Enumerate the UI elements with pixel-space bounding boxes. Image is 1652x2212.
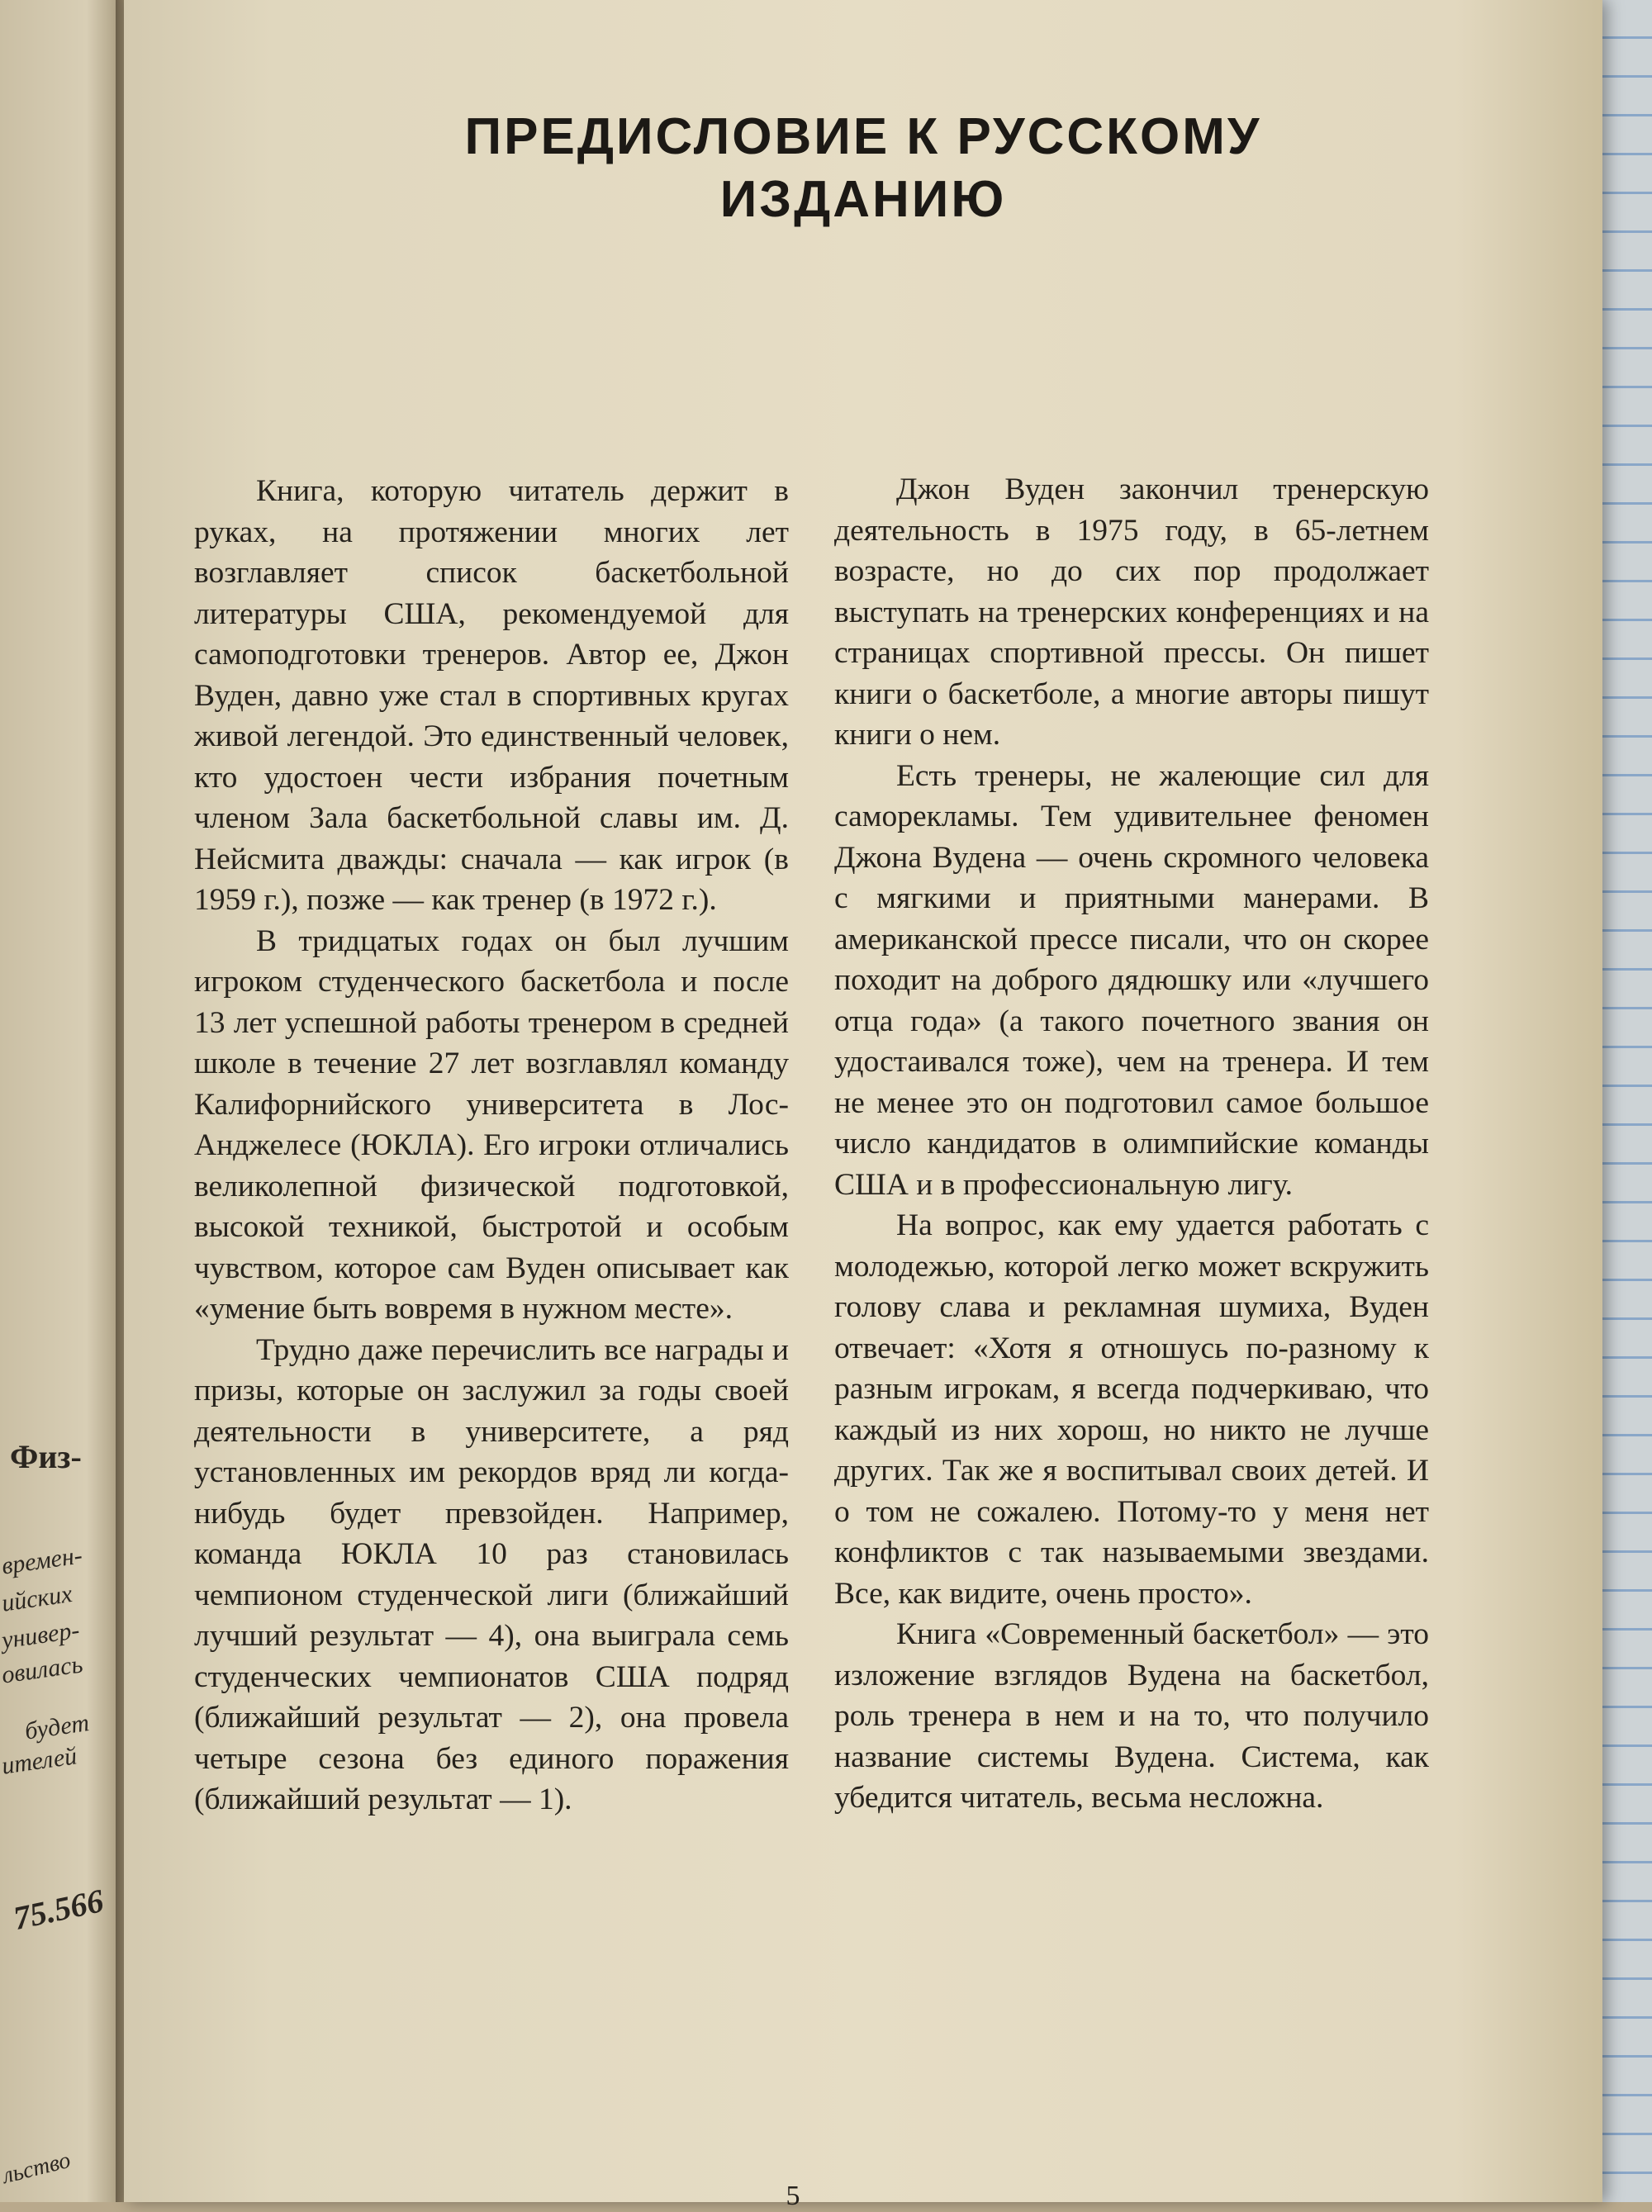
paragraph: Есть тренеры, не жалеющие сил для саморекламы. Тем удивительнее феномен Джона Вудена — очень скромного человека с мягкими и приятными манерами. В американской прессе писали, что он скорее походит на доброго дядюшку или «лучшего отца года» (а такого почетного звания он удостаивался тоже), чем на тренера. И тем не менее это он подготовил самое большое число кандидатов в олимпийские команды США и в профессиональную лигу. (834, 758, 1429, 1202)
text-column-left (194, 471, 789, 1820)
facing-page-fragment: универ- (0, 1616, 82, 1654)
paragraph: Книга «Современный баскетбол» — это изложение взглядов Вудена на баскетбол, роль тренера в нем и на то, что получило название системы Вудена. Система, как убедится читатель, весьма несложна. (834, 1617, 1429, 1815)
facing-page-fragment: ителей (0, 1742, 79, 1780)
paragraph: В тридцатых годах он был лучшим игроком студенческого баскетбола и после 13 лет успешной работы тренером в средней школе в течение 27 лет возглавлял команду Калифорнийского университета в Лос-Анджелесе (ЮКЛА). Его игроки отличались великолепной физической подготовкой, высокой техникой, быстротой и особым чувством, которое сам Вуден описывает как «умение быть вовремя в нужном месте». (194, 923, 789, 1326)
paragraph: Трудно даже перечислить все награды и призы, которые он заслужил за годы своей деятельности в университете, а ряд установленных им рекордов вряд ли когда-нибудь будет превзойден. Например, команда ЮКЛА 10 раз становилась чемпионом студенческой лиги (ближайший лучший результат — 4), она выиграла семь студенческих чемпионатов США подряд (ближайший результат — 2), она провела четыре сезона без единого поражения (ближайший результат — 1). (194, 1332, 789, 1816)
facing-page (0, 0, 124, 2202)
facing-page-fragment: ийских (0, 1580, 74, 1617)
facing-page-fragment: времен- (0, 1541, 84, 1580)
facing-page-fragment: будет (23, 1709, 91, 1745)
book-page (124, 0, 1602, 2211)
facing-page-fragment: льство (0, 2147, 74, 2190)
page-title (124, 106, 1602, 231)
page-number: 5 (786, 2181, 800, 2211)
facing-page-fragment: 75.566 (10, 1882, 107, 1937)
paragraph: На вопрос, как ему удается работать с молодежью, которой легко может вскружить голову слава и рекламная шумиха, Вуден отвечает: «Хотя я отношусь по-разному к разным игрокам, я всегда подчеркиваю, что каждый из них хорош, но никто не лучше других. Так же я воспитывал своих детей. И о том не сожалею. Потому-то у меня нет конфликтов с так называемыми звездами. Все, как видите, очень просто». (834, 1208, 1429, 1611)
page-title-line: ИЗДАНИЮ (719, 171, 1007, 228)
facing-page-fragment: Физ- (10, 1438, 82, 1475)
paragraph: Джон Вуден закончил тренерскую деятельность в 1975 году, в 65-летнем возрасте, но до сих пор продолжает выступать на тренерских конференциях и на страницах спортивной прессы. Он пишет книги о баскетболе, а многие авторы пишут книги о нем. (834, 472, 1429, 752)
text-column-right (834, 469, 1429, 1819)
facing-page-fragment: овилась (0, 1650, 85, 1689)
page-title-line: ПРЕДИСЛОВИЕ К РУССКОМУ (464, 108, 1262, 165)
paragraph: Книга, которую читатель держит в руках, на протяжении многих лет возглавляет список баскетбольной литературы США, рекомендуемой для самоподготовки тренеров. Автор ее, Джон Вуден, давно уже стал в спортивных кругах живой легендой. Это единственный человек, кто удостоен чести избрания почетным членом Зала баскетбольной славы им. Д. Нейсмита дважды: сначала — как игрок (в 1959 г.), позже — как тренер (в 1972 г.). (194, 474, 789, 917)
